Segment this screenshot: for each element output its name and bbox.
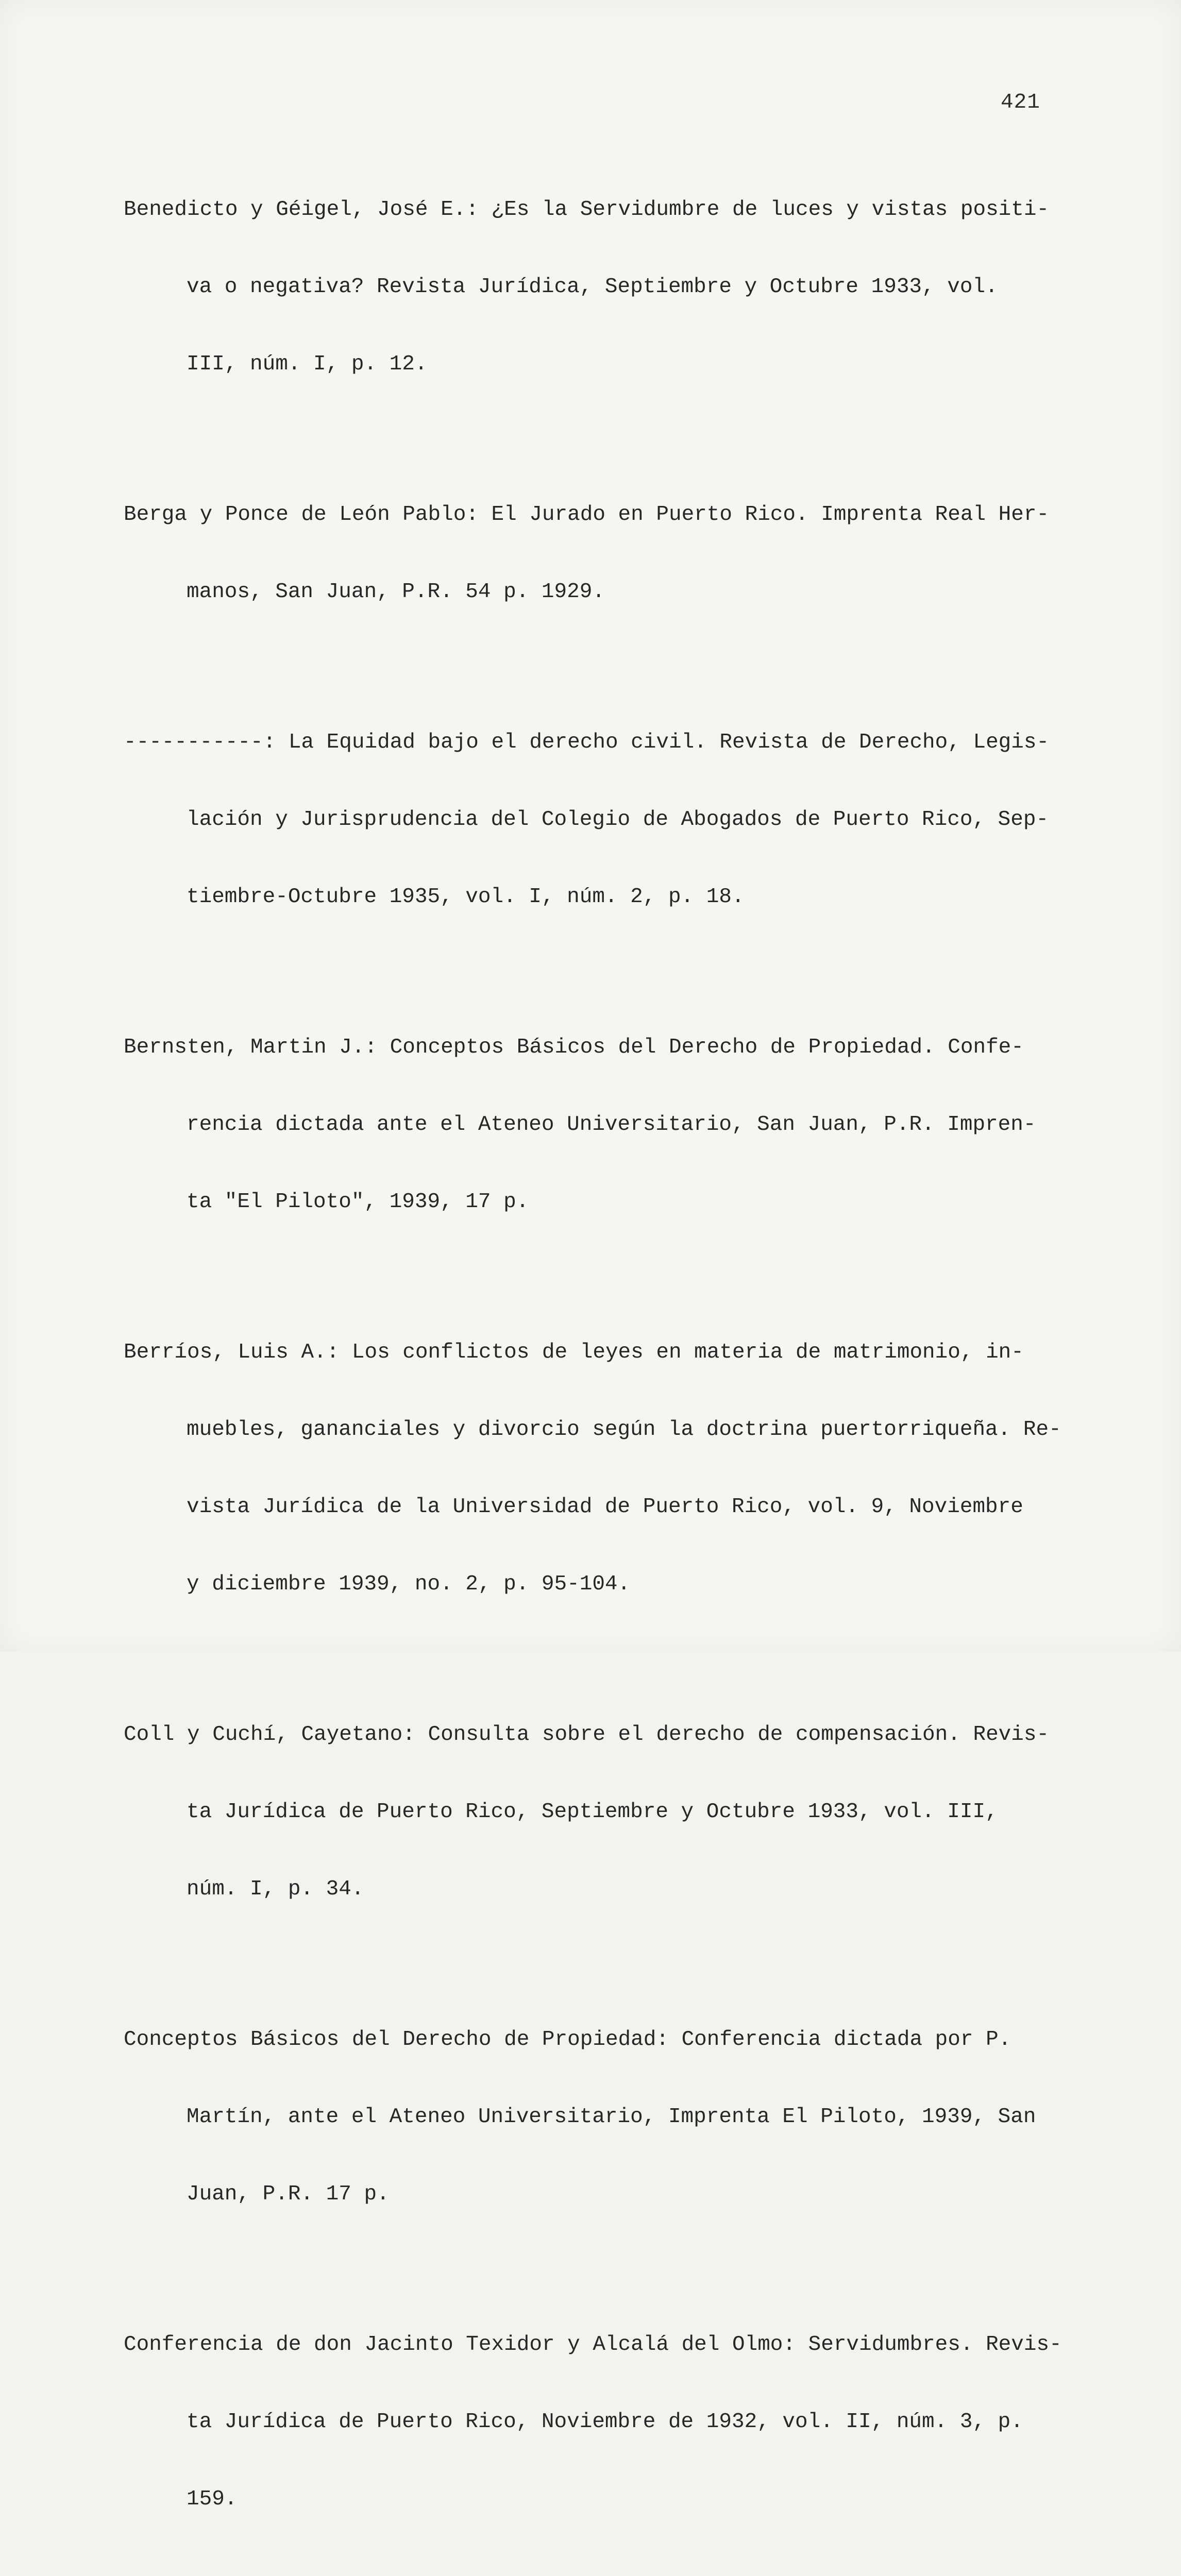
entry-line: ta Jurídica de Puerto Rico, Septiembre y Octubre 1933, vol. III, bbox=[187, 1800, 998, 1824]
entry-line: -----------: La Equidad bajo el derecho civil. Revista de Derecho, Legis- bbox=[124, 731, 1050, 754]
entry-line: lación y Jurisprudencia del Colegio de Abogados de Puerto Rico, Sep- bbox=[187, 808, 1049, 832]
entry-line: Bernsten, Martin J.: Conceptos Básicos del Derecho de Propiedad. Confe- bbox=[124, 1036, 1024, 1059]
entry-line: ta "El Piloto", 1939, 17 p. bbox=[187, 1190, 529, 1214]
bibliography-entry bbox=[124, 2280, 1072, 2564]
entry-line: rencia dictada ante el Ateneo Universitario, San Juan, P.R. Impren- bbox=[187, 1113, 1036, 1137]
entry-line: va o negativa? Revista Jurídica, Septiembre y Octubre 1933, vol. bbox=[187, 275, 998, 299]
bibliography-entry bbox=[124, 145, 1072, 429]
entry-line: manos, San Juan, P.R. 54 p. 1929. bbox=[187, 580, 605, 604]
entry-line: Berga y Ponce de León Pablo: El Jurado en Puerto Rico. Imprenta Real Her- bbox=[124, 503, 1050, 527]
entry-line: núm. I, p. 34. bbox=[187, 1877, 364, 1901]
bibliography-list bbox=[124, 145, 1072, 2576]
bibliography-entry bbox=[124, 1288, 1072, 1649]
entry-line: III, núm. I, p. 12. bbox=[187, 352, 428, 376]
entry-line: Juan, P.R. 17 p. bbox=[187, 2182, 390, 2206]
bibliography-entry bbox=[124, 1670, 1072, 1954]
entry-line: 159. bbox=[187, 2487, 238, 2511]
entry-line: Benedicto y Géigel, José E.: ¿Es la Servidumbre de luces y vistas positi- bbox=[124, 198, 1050, 222]
entry-line: Coll y Cuchí, Cayetano: Consulta sobre el derecho de compensación. Revis- bbox=[124, 1723, 1050, 1747]
entry-line: Conceptos Básicos del Derecho de Propiedad: Conferencia dictada por P. bbox=[124, 2028, 1011, 2052]
bibliography-entry bbox=[124, 1975, 1072, 2259]
entry-line: y diciembre 1939, no. 2, p. 95-104. bbox=[187, 1572, 631, 1596]
bibliography-entry bbox=[124, 983, 1072, 1266]
entry-line: ta Jurídica de Puerto Rico, Noviembre de 1932, vol. II, núm. 3, p. bbox=[187, 2410, 1023, 2434]
bibliography-entry bbox=[124, 450, 1072, 656]
bibliography-entry bbox=[124, 678, 1072, 961]
entry-line: vista Jurídica de la Universidad de Puerto Rico, vol. 9, Noviembre bbox=[187, 1495, 1023, 1519]
entry-line: Martín, ante el Ateneo Universitario, Imprenta El Piloto, 1939, San bbox=[187, 2105, 1036, 2129]
page-number: 421 bbox=[1001, 91, 1040, 114]
entry-line: tiembre-Octubre 1935, vol. I, núm. 2, p. 18. bbox=[187, 885, 745, 909]
entry-line: muebles, gananciales y divorcio según la doctrina puertorriqueña. Re- bbox=[187, 1418, 1061, 1442]
entry-line: Conferencia de don Jacinto Texidor y Alcalá del Olmo: Servidumbres. Revis- bbox=[124, 2333, 1062, 2357]
entry-line: Berríos, Luis A.: Los conflictos de leyes en materia de matrimonio, in- bbox=[124, 1341, 1024, 1364]
